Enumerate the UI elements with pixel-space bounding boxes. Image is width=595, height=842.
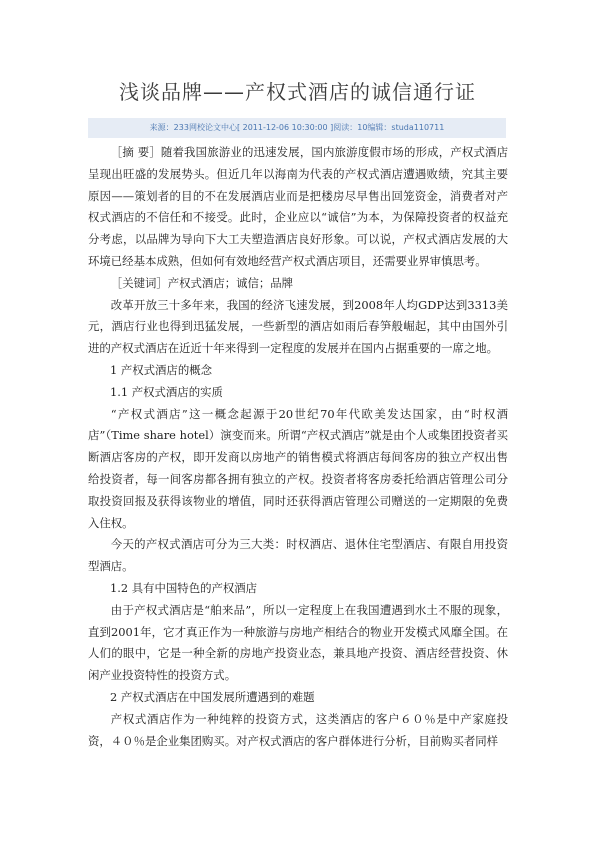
article-meta-bar: 来源：233网校论文中心[ 2011-12-06 10:30:00 ]阅读：10编辑：studa110711	[88, 118, 506, 138]
section-heading: 2 产权式酒店在中国发展所遭遇到的难题	[110, 689, 315, 704]
body-paragraph: 产权式酒店作为一种纯粹的投资方式，这类酒店的客户６０％是中产家庭投资，４０％是企业集团购买。对产权式酒店的客户群体进行分析，目前购买者同样	[88, 711, 508, 748]
body-paragraph: 今天的产权式酒店可分为三大类：时权酒店、退休住宅型酒店、有限自用投资型酒店。	[88, 537, 508, 574]
keywords-line: ［关键词］产权式酒店；诚信；品牌	[110, 275, 294, 290]
abstract-paragraph: ［摘 要］随着我国旅游业的迅速发展，国内旅游度假市场的形成，产权式酒店呈现出旺盛的发展势头。但近几年以海南为代表的产权式酒店遭遇败绩，究其主要原因——策划者的目的不在发展酒店业而是把楼房尽早售出回笼资金，消费者对产权式酒店的不信任和不接受。此时，企业应以“诚信”为本，为保障投资者的权益充分考虑，以品牌为导向下大工夫塑造酒店良好形象。可以说，产权式酒店发展的大环境已经基本成熟，但如何有效地经营产权式酒店项目，还需要业界审慎思考。	[88, 145, 508, 268]
subsection-heading: 1.2 具有中国特色的产权酒店	[110, 580, 258, 595]
article-body	[88, 142, 508, 752]
intro-paragraph: 改革开放三十多年来，我国的经济飞速发展，到2008年人均GDP达到3313美元，酒店行业也得到迅猛发展，一些新型的酒店如雨后春笋般崛起，其中由国外引进的产权式酒店在近近十年来得到一定程度的发展并在国内占据重要的一席之地。	[88, 297, 508, 356]
section-heading: 1 产权式酒店的概念	[110, 362, 212, 377]
body-paragraph: “产权式酒店”这一概念起源于20世纪70年代欧美发达国家，由“时权酒店”（Time share hotel）演变而来。所谓“产权式酒店”就是由个人或集团投资者买断酒店客房的产权，即开发商以房地产的销售模式将酒店每间客房的独立产权出售给投资者，每一间客房都各拥有独立的产权。投资者将客房委托给酒店管理公司分取投资回报及获得该物业的增值，同时还获得酒店管理公司赠送的一定期限的免费入住权。	[88, 406, 508, 530]
subsection-heading: 1.1 产权式酒店的实质	[110, 384, 223, 399]
article-title: 浅谈品牌——产权式酒店的诚信通行证	[119, 80, 476, 104]
body-paragraph: 由于产权式酒店是“舶来品”，所以一定程度上在我国遭遇到水土不服的现象，直到2001年，它才真正作为一种旅游与房地产相结合的物业开发模式风靡全国。在人们的眼中，它是一种全新的房地产投资业态，兼具地产投资、酒店经营投资、休闲产业投资特性的投资方式。	[88, 602, 508, 683]
